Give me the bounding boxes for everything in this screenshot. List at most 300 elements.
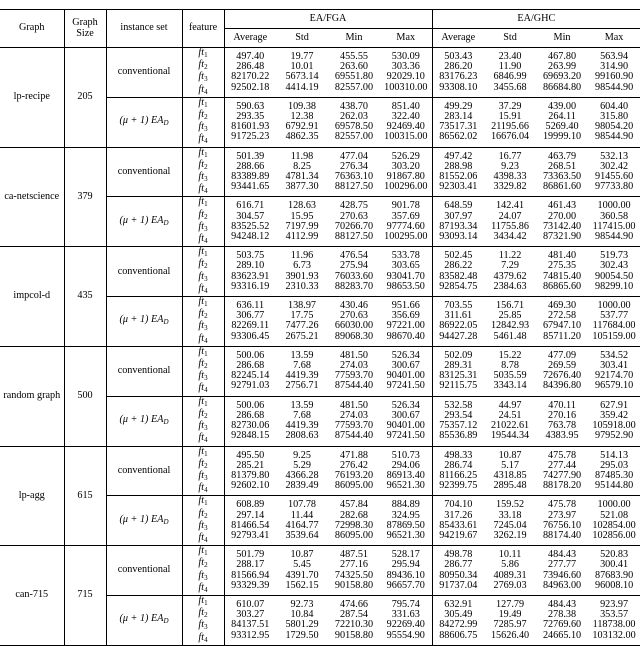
value: 503.75 — [236, 250, 265, 262]
feature-labels — [182, 197, 224, 247]
value: 93312.95 — [231, 629, 270, 641]
value-cell — [536, 546, 588, 596]
value: 5.17 — [501, 459, 519, 471]
value-cell — [276, 297, 328, 347]
value: 590.63 — [236, 100, 265, 112]
instance-set-label: conventional — [106, 247, 182, 297]
value: 92791.03 — [231, 380, 270, 392]
value: 75357.12 — [439, 420, 478, 432]
value: 69693.20 — [542, 71, 582, 83]
value-cell — [484, 546, 536, 596]
feature-label: $ft_2$ — [198, 607, 208, 620]
table-row — [0, 247, 640, 297]
header-feature: feature — [182, 10, 224, 48]
value: 67947.10 — [542, 320, 582, 332]
value: 499.29 — [444, 100, 473, 112]
value-cell — [536, 297, 588, 347]
value: 526.29 — [391, 150, 420, 162]
value: 901.78 — [391, 200, 420, 212]
feature-label: $ft_4$ — [198, 531, 208, 544]
value: 98299.10 — [594, 280, 634, 292]
value: 457.84 — [339, 499, 368, 511]
value: 83623.91 — [231, 270, 270, 282]
value: 295.03 — [600, 459, 629, 471]
feature-labels — [182, 297, 224, 347]
value: 86861.60 — [542, 181, 582, 193]
value: 82730.06 — [231, 420, 270, 432]
value: 519.73 — [600, 250, 629, 262]
value: 8.78 — [501, 360, 519, 372]
value: 274.03 — [339, 360, 368, 372]
feature-label: $ft_2$ — [198, 507, 208, 520]
value: 3262.19 — [493, 529, 527, 541]
value: 2895.48 — [493, 480, 527, 492]
value: 526.34 — [391, 349, 420, 361]
value: 501.79 — [236, 549, 265, 561]
value: 4391.70 — [285, 569, 319, 581]
feature-labels — [182, 595, 224, 645]
value: 72676.40 — [542, 370, 582, 382]
value: 1000.00 — [597, 300, 631, 312]
value: 268.51 — [548, 160, 577, 172]
value: 80950.34 — [439, 569, 478, 581]
value-cell — [588, 346, 640, 396]
value: 514.13 — [600, 449, 629, 461]
value-cell — [276, 496, 328, 546]
graph-size: 205 — [64, 48, 106, 148]
value: 4781.34 — [285, 171, 319, 183]
value: 92848.15 — [231, 430, 270, 442]
value: 314.90 — [600, 61, 629, 73]
value: 9.25 — [293, 449, 311, 461]
value: 3434.42 — [493, 231, 527, 243]
value: 117415.00 — [592, 220, 636, 232]
value: 77593.70 — [334, 420, 374, 432]
feature-label: $ft_4$ — [198, 332, 208, 345]
value: 84396.80 — [542, 380, 582, 392]
value: 2769.03 — [493, 579, 527, 591]
value: 4398.33 — [493, 171, 527, 183]
value: 19999.10 — [542, 131, 582, 143]
value: 15.91 — [498, 111, 522, 123]
value: 73363.50 — [542, 171, 582, 183]
feature-label: $ft_3$ — [198, 171, 208, 184]
value-cell — [224, 496, 276, 546]
value: 4419.39 — [285, 420, 319, 432]
value: 92269.40 — [386, 619, 425, 631]
feature-label: $ft_4$ — [198, 233, 208, 246]
value: 475.78 — [548, 449, 577, 461]
value: 81601.93 — [231, 121, 270, 133]
value: 90158.80 — [334, 629, 374, 641]
value: 5461.48 — [493, 330, 527, 342]
value: 21022.61 — [490, 420, 530, 432]
value: 7.29 — [501, 260, 519, 272]
value: 3539.64 — [285, 529, 319, 541]
feature-label: $ft_2$ — [198, 208, 208, 221]
value-cell — [588, 297, 640, 347]
value: 294.06 — [391, 459, 420, 471]
value: 322.40 — [391, 111, 420, 123]
value: 610.07 — [236, 598, 265, 610]
value: 1562.15 — [285, 579, 319, 591]
value-cell — [328, 546, 380, 596]
graph-size: 500 — [64, 346, 106, 446]
value: 24.07 — [498, 210, 522, 222]
value-cell — [380, 595, 432, 645]
feature-label: $ft_4$ — [198, 282, 208, 295]
value: 4366.28 — [285, 469, 319, 481]
value-cell — [328, 297, 380, 347]
value: 428.75 — [339, 200, 368, 212]
value-cell — [276, 396, 328, 446]
value: 97952.90 — [594, 430, 634, 442]
value-cell — [224, 446, 276, 496]
value: 95554.90 — [386, 629, 425, 641]
value: 455.55 — [339, 51, 368, 62]
value: 4379.62 — [493, 270, 527, 282]
value: 264.11 — [548, 111, 576, 123]
value: 93093.14 — [439, 231, 478, 243]
value: 286.48 — [236, 61, 265, 73]
value: 90158.80 — [334, 579, 374, 591]
header-fga-std: Std — [276, 29, 328, 48]
value: 470.11 — [548, 399, 576, 411]
header-ghc-min: Min — [536, 29, 588, 48]
value: 100310.00 — [384, 81, 428, 93]
value: 94219.67 — [439, 529, 478, 541]
value-cell — [536, 247, 588, 297]
feature-label: $ft_3$ — [198, 420, 208, 433]
graph-name: random graph — [0, 346, 64, 446]
value: 477.04 — [339, 150, 368, 162]
value: 533.78 — [391, 250, 420, 262]
instance-set-label: (μ + 1) $EA_D$ — [106, 97, 182, 147]
value: 96579.10 — [594, 380, 634, 392]
value-cell — [588, 48, 640, 98]
instance-set-label: conventional — [106, 48, 182, 98]
value: 81166.25 — [439, 469, 478, 481]
value: 2675.21 — [285, 330, 319, 342]
header-graph-size: Graph Size — [64, 10, 106, 48]
value-cell — [224, 297, 276, 347]
value: 497.42 — [444, 150, 473, 162]
value: 484.43 — [548, 549, 577, 561]
value-cell — [432, 546, 484, 596]
table-row — [0, 446, 640, 496]
feature-label: $ft_4$ — [198, 183, 208, 196]
value: 360.58 — [600, 210, 629, 222]
instance-set-label: (μ + 1) $EA_D$ — [106, 396, 182, 446]
instance-set-label: (μ + 1) $EA_D$ — [106, 496, 182, 546]
value-cell — [224, 595, 276, 645]
value-cell — [484, 147, 536, 197]
value: 15.95 — [290, 210, 314, 222]
value: 276.42 — [339, 459, 368, 471]
value-cell — [588, 396, 640, 446]
value: 528.17 — [391, 549, 420, 561]
value: 359.42 — [600, 409, 629, 421]
feature-label: $ft_4$ — [198, 631, 208, 644]
value: 91455.60 — [594, 171, 634, 183]
value: 303.36 — [391, 61, 420, 73]
value: 10.01 — [290, 61, 314, 73]
value: 98544.90 — [594, 231, 634, 243]
value: 127.79 — [496, 598, 525, 610]
feature-label: $ft_3$ — [198, 121, 208, 134]
cropped-caption-line — [0, 0, 640, 8]
value: 4318.85 — [493, 469, 527, 481]
value: 286.68 — [236, 409, 265, 421]
feature-label: $ft_2$ — [198, 407, 208, 420]
value-cell — [536, 496, 588, 546]
value: 13.59 — [290, 399, 314, 411]
value-cell — [224, 197, 276, 247]
value-cell — [432, 346, 484, 396]
feature-label: $ft_3$ — [198, 220, 208, 233]
value: 289.31 — [444, 360, 473, 372]
value: 2808.63 — [285, 430, 319, 442]
value-cell — [588, 247, 640, 297]
value: 12.38 — [290, 111, 314, 123]
value: 704.10 — [444, 499, 473, 511]
value: 274.03 — [339, 409, 368, 421]
value: 87544.40 — [334, 380, 374, 392]
value: 534.52 — [600, 349, 629, 361]
value: 95144.80 — [594, 480, 634, 492]
value: 7197.99 — [285, 220, 319, 232]
value: 92303.41 — [439, 181, 478, 193]
value: 99160.90 — [594, 71, 634, 83]
value: 275.94 — [339, 260, 368, 272]
table-body — [0, 48, 640, 646]
value: 92793.41 — [231, 529, 270, 541]
value: 97221.00 — [386, 320, 425, 332]
feature-label: $ft_4$ — [198, 581, 208, 594]
value: 91867.80 — [386, 171, 425, 183]
value: 97774.60 — [386, 220, 425, 232]
value: 7.68 — [293, 409, 311, 421]
value: 3877.30 — [285, 181, 319, 193]
feature-label: $ft_1$ — [198, 545, 208, 558]
value: 102854.00 — [592, 519, 636, 531]
value: 503.43 — [444, 51, 473, 62]
value: 93316.19 — [231, 280, 270, 292]
value: 83582.48 — [439, 270, 478, 282]
feature-labels — [182, 48, 224, 98]
value: 295.94 — [391, 559, 420, 571]
value: 76363.10 — [334, 171, 374, 183]
value: 272.58 — [548, 310, 577, 322]
value-cell — [536, 48, 588, 98]
value: 81566.94 — [231, 569, 270, 581]
feature-label: $ft_3$ — [198, 569, 208, 582]
value: 286.74 — [444, 459, 473, 471]
value: 11.90 — [498, 61, 522, 73]
value-cell — [276, 197, 328, 247]
feature-label: $ft_1$ — [198, 345, 208, 358]
value: 283.14 — [444, 111, 473, 123]
value: 37.29 — [498, 100, 522, 112]
feature-label: $ft_1$ — [198, 395, 208, 408]
value-cell — [432, 247, 484, 297]
value: 6846.99 — [493, 71, 527, 83]
value: 86865.60 — [542, 280, 582, 292]
value: 84137.51 — [231, 619, 270, 631]
feature-label: $ft_1$ — [198, 47, 208, 59]
value: 277.16 — [339, 559, 368, 571]
value-cell — [536, 595, 588, 645]
value-cell — [224, 346, 276, 396]
value: 88283.70 — [334, 280, 374, 292]
value-cell — [484, 297, 536, 347]
value: 286.22 — [444, 260, 473, 272]
value: 7.68 — [293, 360, 311, 372]
value: 500.06 — [236, 399, 265, 411]
table-row — [0, 48, 640, 98]
value: 357.69 — [391, 210, 420, 222]
value: 107.78 — [287, 499, 316, 511]
value: 303.41 — [600, 360, 629, 372]
value: 92854.75 — [439, 280, 478, 292]
value: 69551.80 — [334, 71, 374, 83]
value: 69578.50 — [334, 121, 374, 133]
value-cell — [380, 147, 432, 197]
value: 951.66 — [391, 300, 420, 312]
value-cell — [276, 147, 328, 197]
header-ghc-max: Max — [588, 29, 640, 48]
table-row — [0, 147, 640, 197]
value-cell — [276, 595, 328, 645]
graph-name: ca-netscience — [0, 147, 64, 247]
value: 128.63 — [287, 200, 316, 212]
value: 4383.95 — [545, 430, 579, 442]
header-fga-average: Average — [224, 29, 276, 48]
value: 100296.00 — [384, 181, 428, 193]
value: 356.69 — [391, 310, 420, 322]
value: 923.97 — [600, 598, 629, 610]
feature-label: $ft_3$ — [198, 619, 208, 632]
value-cell — [276, 446, 328, 496]
value: 11.96 — [290, 250, 314, 262]
value: 87193.34 — [439, 220, 478, 232]
value: 84963.00 — [542, 579, 582, 591]
value-cell — [224, 546, 276, 596]
value: 10.87 — [498, 449, 522, 461]
value: 85536.89 — [439, 430, 478, 442]
value: 97241.50 — [386, 430, 425, 442]
value: 105159.00 — [592, 330, 636, 342]
value: 15.22 — [498, 349, 522, 361]
value: 74325.50 — [334, 569, 374, 581]
graph-name: can-715 — [0, 546, 64, 646]
header-ghc-average: Average — [432, 29, 484, 48]
value-cell — [380, 396, 432, 446]
feature-label: $ft_4$ — [198, 482, 208, 495]
value: 851.40 — [391, 100, 420, 112]
value: 92502.18 — [231, 81, 270, 93]
value-cell — [484, 48, 536, 98]
value: 302.43 — [600, 260, 629, 272]
value: 25.85 — [498, 310, 522, 322]
header-ea-ghc: EA/GHC — [432, 10, 640, 29]
instance-set-label: (μ + 1) $EA_D$ — [106, 595, 182, 645]
value: 90401.00 — [386, 420, 425, 432]
value-cell — [328, 48, 380, 98]
value: 83176.23 — [439, 71, 478, 83]
value: 72769.60 — [542, 619, 582, 631]
feature-label: $ft_4$ — [198, 83, 208, 96]
value-cell — [484, 247, 536, 297]
value: 98670.40 — [386, 330, 425, 342]
value: 477.09 — [548, 349, 577, 361]
value: 82557.00 — [334, 131, 374, 143]
value: 632.91 — [444, 598, 473, 610]
value: 7285.97 — [493, 619, 527, 631]
value: 469.30 — [548, 300, 577, 312]
value: 86095.00 — [334, 480, 374, 492]
value: 16.77 — [498, 150, 522, 162]
value: 109.38 — [287, 100, 316, 112]
value-cell — [328, 396, 380, 446]
value: 288.98 — [444, 160, 473, 172]
value: 263.60 — [339, 61, 368, 73]
value: 703.55 — [444, 300, 473, 312]
feature-labels — [182, 247, 224, 297]
value: 293.54 — [444, 409, 473, 421]
value-cell — [484, 97, 536, 147]
value-cell — [588, 496, 640, 546]
value: 305.49 — [444, 609, 473, 621]
value: 88174.40 — [542, 529, 582, 541]
value: 11.22 — [498, 250, 522, 262]
value: 96521.30 — [386, 529, 425, 541]
value: 317.26 — [444, 509, 473, 521]
value: 498.33 — [444, 449, 473, 461]
value: 2310.33 — [285, 280, 319, 292]
header-ghc-std: Std — [484, 29, 536, 48]
value: 302.42 — [600, 160, 629, 172]
value-cell — [380, 546, 432, 596]
value: 467.80 — [548, 51, 577, 62]
value: 89436.10 — [386, 569, 425, 581]
feature-labels — [182, 346, 224, 396]
feature-label: $ft_4$ — [198, 382, 208, 395]
value: 303.65 — [391, 260, 420, 272]
value: 159.52 — [496, 499, 525, 511]
value: 44.97 — [498, 399, 522, 411]
value: 82245.14 — [231, 370, 270, 382]
value: 4089.31 — [493, 569, 527, 581]
feature-label: $ft_2$ — [198, 457, 208, 470]
value: 481.40 — [548, 250, 577, 262]
value: 481.50 — [339, 349, 368, 361]
value: 73946.60 — [542, 569, 582, 581]
value: 88127.50 — [334, 231, 374, 243]
value: 5035.59 — [493, 370, 527, 382]
value-cell — [380, 197, 432, 247]
value-cell — [380, 297, 432, 347]
value: 6792.91 — [285, 121, 319, 133]
feature-labels — [182, 446, 224, 496]
value: 276.34 — [339, 160, 368, 172]
value-cell — [380, 496, 432, 546]
value: 526.34 — [391, 399, 420, 411]
value: 92469.40 — [386, 121, 425, 133]
header-fga-min: Min — [328, 29, 380, 48]
feature-label: $ft_1$ — [198, 146, 208, 159]
value: 98054.20 — [594, 121, 634, 133]
